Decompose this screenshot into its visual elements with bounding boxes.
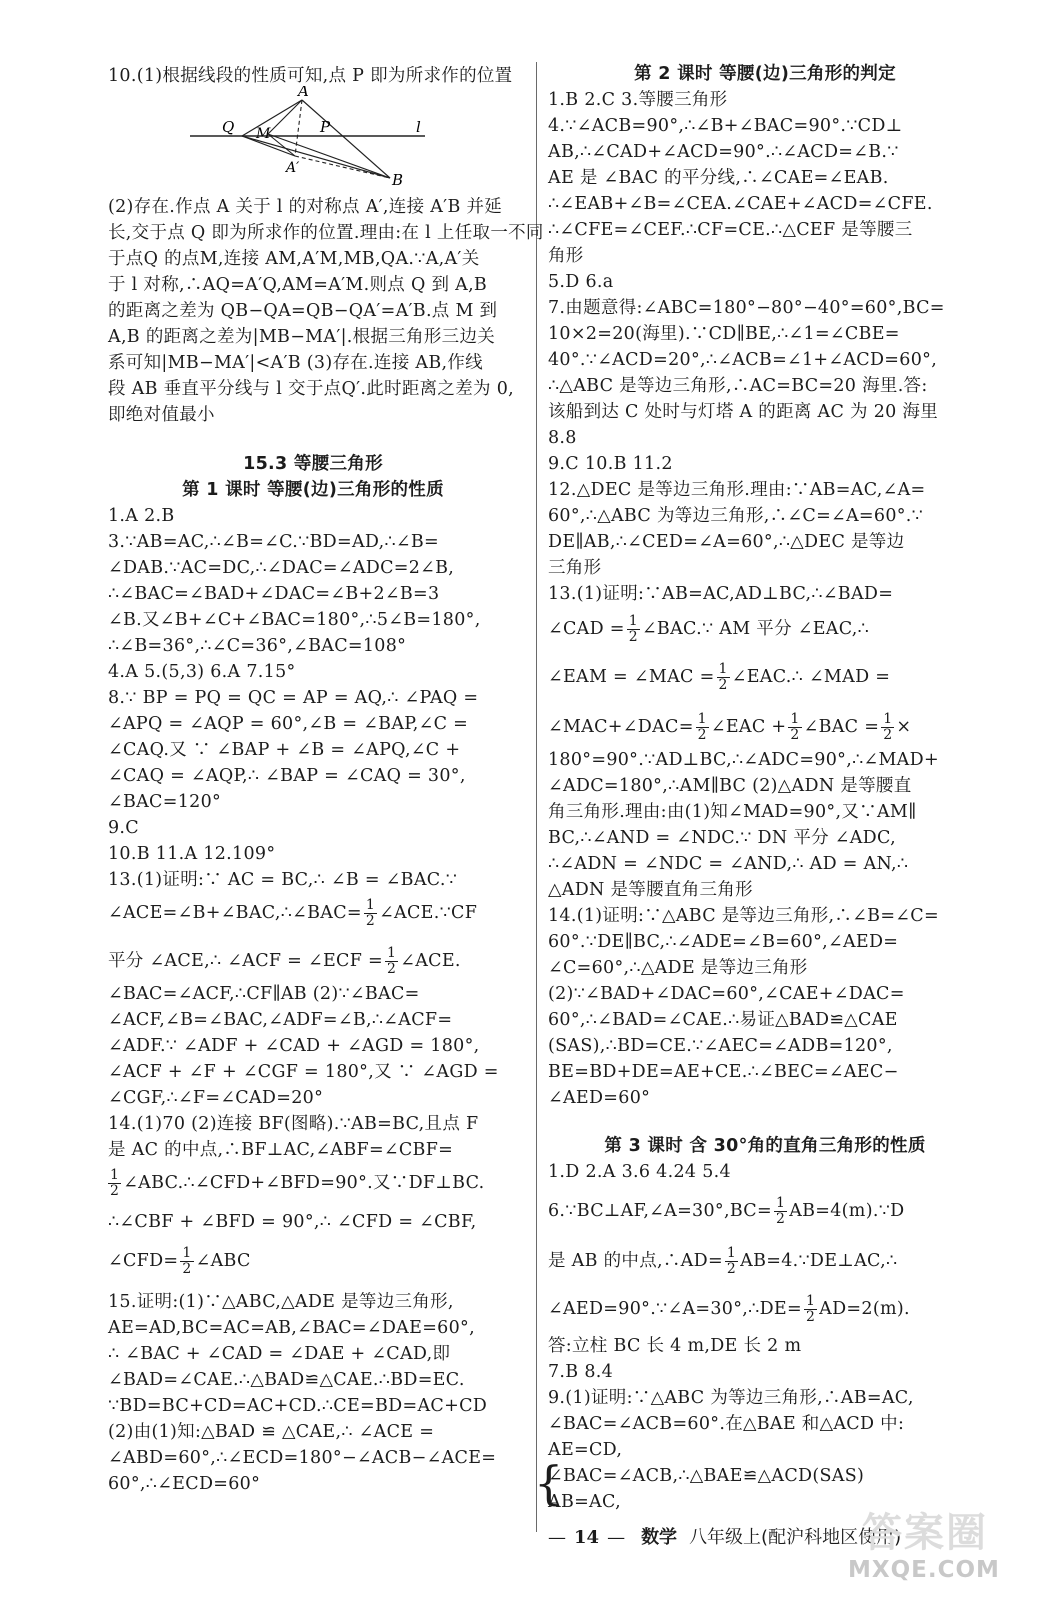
answer-13-line: 平分 ∠ACE,∴ ∠ACF = ∠ECF = $\frac{1}{2}$ ∠ACE. — [108, 945, 461, 977]
answer-14-line: 60°,∴∠BAD=∠CAE.∴易证△BAD≌△CAE — [548, 1010, 898, 1030]
fraction-half: $\frac{1}{2}$ — [726, 1245, 737, 1277]
answer-4-line: AB,∴∠CAD+∠ACD=90°.∴∠ACD=∠B.∵ — [548, 142, 899, 162]
answer-9: 9.C — [108, 818, 139, 838]
answer-1-2: 1.A 2.B — [108, 506, 175, 526]
answer-4-line: ∴∠CFE=∠CEF.∴CF=CE.∴△CEF 是等腰三 — [548, 220, 913, 240]
lesson1-title: 第 1 课时 等腰(边)三角形的性质 — [182, 480, 444, 500]
answer-13-line: ∠ADF.∵ ∠ADF + ∠CAD + ∠AGD = 180°, — [108, 1036, 480, 1056]
answer-8-line: ∠APQ = ∠AQP = 60°,∠B = ∠BAP,∠C = — [108, 714, 469, 734]
answer-13-line: BC,∴∠AND = ∠NDC.∵ DN 平分 ∠ADC, — [548, 828, 896, 848]
answer-4-line: 4.∵∠ACB=90°,∴∠B+∠BAC=90°.∵CD⊥ — [548, 116, 903, 136]
answer-10-line: 系可知|MB−MA′|<A′B (3)存在.连接 AB,作线 — [108, 353, 483, 373]
figure-label-P: P — [320, 118, 331, 136]
answer-15-line: 15.证明:(1)∵△ABC,△ADE 是等边三角形, — [108, 1292, 454, 1312]
figure-label-B: B — [392, 171, 404, 186]
answer-12-line: 60°,∴△ABC 为等边三角形,∴∠C=∠A=60°.∵ — [548, 506, 924, 526]
watermark — [842, 1495, 1027, 1590]
page-number: 14 — [574, 1527, 600, 1548]
answer-14-line: $\frac{1}{2}$ ∠ABC.∴∠CFD+∠BFD=90°.又∵DF⊥BC. — [110, 1167, 485, 1199]
answer-8-line: ∠CAQ.又 ∵ ∠BAP + ∠B = ∠APQ,∠C + — [108, 740, 461, 760]
answer-13-line: ∠CAD = $\frac{1}{2}$ ∠BAC.∵ AM 平分 ∠EAC,∴ — [548, 613, 870, 645]
answer-3-line: ∴∠B=36°,∴∠C=36°,∠BAC=108° — [108, 636, 407, 656]
footer-grade: 八年级上(配沪科地区使用) — [689, 1527, 902, 1548]
watermark-logo: 答案圈 — [862, 1510, 988, 1556]
answer-13-line: ∠ADC=180°,∴AM∥BC (2)△ADN 是等腰直 — [548, 776, 912, 796]
answer-3-line: ∠B.又∠B+∠C+∠BAC=180°,∴5∠B=180°, — [108, 610, 481, 630]
answer-15-line: (2)由(1)知:△BAD ≌ △CAE,∴ ∠ACE = — [108, 1422, 435, 1442]
answer-9-line: 9.(1)证明:∵△ABC 为等边三角形,∴AB=AC, — [548, 1388, 914, 1408]
answer-14-line: ∠AED=60° — [548, 1088, 651, 1108]
answer-5-6: 5.D 6.a — [548, 272, 614, 292]
answer-10-line: 的距离之差为 QB−QA=QB−QA′=A′B.点 M 到 — [108, 301, 498, 321]
answer-14-line: ∠CFD= $\frac{1}{2}$ ∠ABC — [108, 1245, 251, 1277]
watermark-site: MXQE.COM — [848, 1557, 1000, 1583]
answer-10-line: 于 l 对称,∴AQ=A′Q,AM=A′M.则点 Q 到 A,B — [108, 275, 488, 295]
answer-9-line: ∠BAC=∠ACB=60°.在△BAE 和△ACD 中: — [548, 1414, 905, 1434]
figure-label-A-prime: A′ — [286, 160, 300, 176]
answer-13-line: ∠ACF + ∠F + ∠CGF = 180°,又 ∵ ∠AGD = — [108, 1062, 499, 1082]
figure-label-M: M — [256, 126, 271, 142]
answer-9-11: 9.C 10.B 11.2 — [548, 454, 673, 474]
column-divider — [536, 62, 537, 1532]
answer-10-line: A,B 的距离之差为|MB−MA′|.根据三角形三边关 — [108, 327, 496, 347]
answer-8-line: ∠BAC=120° — [108, 792, 222, 812]
answer-10-line: 长,交于点 Q 即为所求作的位置.理由:在 l 上任取一不同 — [108, 223, 544, 243]
answer-15-line: 60°,∴∠ECD=60° — [108, 1474, 261, 1494]
answer-13-line: ∠CGF,∴∠F=∠CAD=20° — [108, 1088, 324, 1108]
answer-3-line: 3.∵AB=AC,∴∠B=∠C.∵BD=AD,∴∠B= — [108, 532, 439, 552]
answer-10-line: 于点Q 的点M,连接 AM,A′M,MB,QA.∵A,A′关 — [108, 249, 480, 269]
lesson2-title: 第 2 课时 等腰(边)三角形的判定 — [634, 64, 896, 84]
answer-7-line: 7.由题意得:∠ABC=180°−80°−40°=60°,BC= — [548, 298, 945, 318]
answer-1-5: 1.D 2.A 3.6 4.24 5.4 — [548, 1162, 731, 1182]
answer-13-line: 13.(1)证明:∵ AC = BC,∴ ∠B = ∠BAC.∵ — [108, 870, 458, 890]
answer-12-line: 三角形 — [548, 558, 602, 578]
fraction-half: $\frac{1}{2}$ — [718, 661, 728, 693]
answer-9-line: AE=CD, — [548, 1440, 623, 1460]
answer-10-line: 即绝对值最小 — [108, 405, 215, 425]
answer-15-line: ∵BD=BC+CD=AC+CD.∴CE=BD=AC+CD — [108, 1396, 488, 1416]
answer-13-line: 角三角形.理由:由(1)知∠MAD=90°,又∵AM∥ — [548, 802, 917, 822]
figure-label-l: l — [416, 118, 421, 136]
fraction-half: $\frac{1}{2}$ — [883, 711, 893, 743]
answer-4-line: AE 是 ∠BAC 的平分线,∴∠CAE=∠EAB. — [548, 168, 889, 188]
answer-9-line: ∠BAC=∠ACB,∴△BAE≌△ACD(SAS) — [548, 1466, 865, 1486]
answer-10-line: (2)存在.作点 A 关于 l 的对称点 A′,连接 A′B 并延 — [108, 197, 503, 217]
answer-10-12: 10.B 11.A 12.109° — [108, 844, 276, 864]
answer-4-line: ∴∠EAB+∠B=∠CEA.∠CAE+∠ACD=∠CFE. — [548, 194, 933, 214]
answer-13-line: 180°=90°.∵AD⊥BC,∴∠ADC=90°,∴∠MAD+ — [548, 750, 939, 770]
fraction-half: $\frac{1}{2}$ — [182, 1245, 192, 1277]
answer-10-line: 段 AB 垂直平分线与 l 交于点Q′.此时距离之差为 0, — [108, 379, 514, 399]
fraction-half: $\frac{1}{2}$ — [628, 613, 638, 645]
answer-9-line: AB=AC, — [548, 1492, 621, 1512]
fraction-half: $\frac{1}{2}$ — [697, 711, 707, 743]
answer-7-line: 该船到达 C 处时与灯塔 A 的距离 AC 为 20 海里 — [548, 402, 939, 422]
fraction-half: $\frac{1}{2}$ — [790, 711, 800, 743]
answer-15-line: ∠ABD=60°,∴∠ECD=180°−∠ACB−∠ACE= — [108, 1448, 497, 1468]
answer-4-7: 4.A 5.(5,3) 6.A 7.15° — [108, 662, 296, 682]
answer-15-line: ∠BAD=∠CAE.∴△BAD≌△CAE.∴BD=EC. — [108, 1370, 465, 1390]
answer-13-line: ∴∠ADN = ∠NDC = ∠AND,∴ AD = AN,∴ — [548, 854, 909, 874]
answer-13-line: △ADN 是等腰直角三角形 — [548, 880, 753, 900]
answer-14-line: 60°.∵DE∥BC,∴∠ADE=∠B=60°,∠AED= — [548, 932, 899, 952]
answer-7-8: 7.B 8.4 — [548, 1362, 614, 1382]
answer-8-line: 8.∵ BP = PQ = QC = AP = AQ,∴ ∠PAQ = — [108, 688, 479, 708]
answer-1-3: 1.B 2.C 3.等腰三角形 — [548, 90, 728, 110]
answer-13-line: ∠ACF,∠B=∠BAC,∠ADF=∠B,∴∠ACF= — [108, 1010, 453, 1030]
answer-15-line: ∴ ∠BAC + ∠CAD = ∠DAE + ∠CAD,即 — [108, 1344, 451, 1364]
answer-14-line: ∠C=60°,∴△ADE 是等边三角形 — [548, 958, 808, 978]
figure-label-A: A — [298, 86, 309, 100]
answer-7-line: 40°.∵∠ACD=20°,∴∠ACB=∠1+∠ACD=60°, — [548, 350, 938, 370]
answer-6-line: 答:立柱 BC 长 4 m,DE 长 2 m — [548, 1336, 802, 1356]
footer-subject: 数学 — [641, 1527, 678, 1548]
answer-14-line: 14.(1)70 (2)连接 BF(图略).∵AB=BC,且点 F — [108, 1114, 479, 1134]
answer-6-line: 是 AB 的中点,∴AD= $\frac{1}{2}$ AB=4.∵DE⊥AC,∴ — [548, 1245, 898, 1277]
answer-14-line: BE=BD+DE=AE+CE.∴∠BEC=∠AEC− — [548, 1062, 899, 1082]
answer-14-line: (SAS),∴BD=CE.∵∠AEC=∠ADB=120°, — [548, 1036, 893, 1056]
geometry-figure — [190, 86, 430, 186]
section-title: 15.3 等腰三角形 — [243, 454, 383, 474]
figure-label-Q: Q — [222, 118, 235, 136]
answer-13-line: ∠EAM = ∠MAC = $\frac{1}{2}$ ∠EAC.∴ ∠MAD = — [548, 661, 891, 693]
answer-12-line: 12.△DEC 是等边三角形.理由:∵AB=AC,∠A= — [548, 480, 926, 500]
answer-15-line: AE=AD,BC=AC=AB,∠BAC=∠DAE=60°, — [108, 1318, 475, 1338]
answer-14-line: (2)∵∠BAD+∠DAC=60°,∠CAE+∠DAC= — [548, 984, 905, 1004]
answer-6-line: ∠AED=90°.∵∠A=30°,∴DE= $\frac{1}{2}$ AD=2(m). — [548, 1293, 910, 1325]
answer-3-line: ∴∠BAC=∠BAD+∠DAC=∠B+2∠B=3 — [108, 584, 440, 604]
fraction-half: $\frac{1}{2}$ — [775, 1195, 786, 1227]
answer-4-line: 角形 — [548, 246, 584, 266]
fraction-half: $\frac{1}{2}$ — [365, 897, 376, 929]
fraction-half: $\frac{1}{2}$ — [110, 1167, 120, 1199]
answer-8: 8.8 — [548, 428, 577, 448]
answer-14-line: ∴∠CBF + ∠BFD = 90°,∴ ∠CFD = ∠CBF, — [108, 1212, 477, 1232]
fraction-half: $\frac{1}{2}$ — [805, 1293, 816, 1325]
answer-13-line: 13.(1)证明:∵AB=AC,AD⊥BC,∴∠BAD= — [548, 584, 894, 604]
footer-dash: — — [607, 1527, 626, 1548]
brace: { — [534, 1456, 564, 1510]
answer-10-part1: 10.(1)根据线段的性质可知,点 P 即为所求作的位置 — [108, 66, 513, 86]
answer-12-line: DE∥AB,∴∠CED=∠A=60°,∴△DEC 是等边 — [548, 532, 905, 552]
answer-13-line: ∠MAC+∠DAC= $\frac{1}{2}$ ∠EAC + $\frac{1}{2}$ ∠BAC = $\frac{1}{2}$ × — [548, 711, 912, 743]
footer-dash: — — [548, 1527, 566, 1548]
answer-7-line: 10×2=20(海里).∵CD∥BE,∴∠1=∠CBE= — [548, 324, 900, 344]
answer-3-line: ∠DAB.∵AC=DC,∴∠DAC=∠ADC=2∠B, — [108, 558, 455, 578]
answer-8-line: ∠CAQ = ∠AQP,∴ ∠BAP = ∠CAQ = 30°, — [108, 766, 466, 786]
lesson3-title: 第 3 课时 含 30°角的直角三角形的性质 — [604, 1136, 926, 1156]
fraction-half: $\frac{1}{2}$ — [387, 945, 397, 977]
answer-13-line: ∠ACE=∠B+∠BAC,∴∠BAC= $\frac{1}{2}$ ∠ACE.∵CF — [108, 897, 478, 929]
answer-7-line: ∴△ABC 是等边三角形,∴AC=BC=20 海里.答: — [548, 376, 928, 396]
answer-13-line: ∠BAC=∠ACF,∴CF∥AB (2)∵∠BAC= — [108, 984, 420, 1004]
answer-6-line: 6.∵BC⊥AF,∠A=30°,BC= $\frac{1}{2}$ AB=4(m).∵D — [548, 1195, 905, 1227]
answer-14-line: 14.(1)证明:∵△ABC 是等边三角形,∴∠B=∠C= — [548, 906, 939, 926]
answer-14-line: 是 AC 的中点,∴BF⊥AC,∠ABF=∠CBF= — [108, 1140, 454, 1160]
